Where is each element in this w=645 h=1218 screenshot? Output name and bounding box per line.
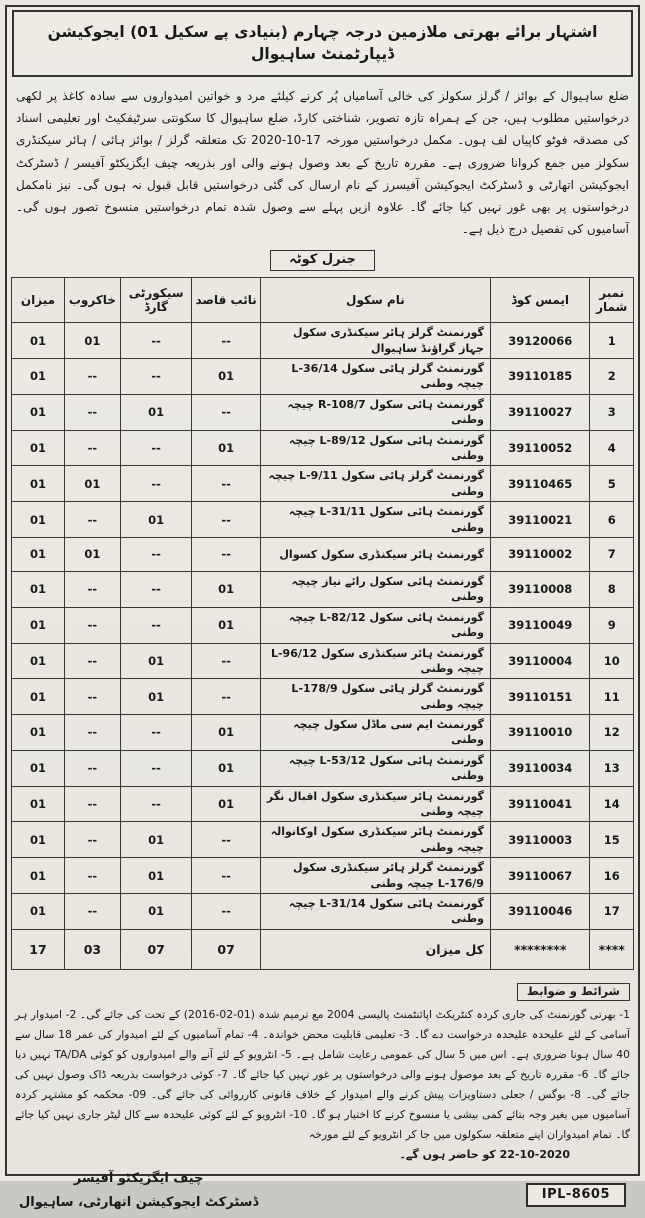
cell-total: 01 bbox=[12, 466, 65, 502]
cell-naib: 01 bbox=[192, 571, 260, 607]
header-total: میزان bbox=[12, 278, 65, 323]
cell-total: 01 bbox=[12, 822, 65, 858]
cell-guard: -- bbox=[120, 430, 192, 466]
table-row bbox=[12, 643, 634, 679]
quota-label-row bbox=[11, 248, 634, 271]
table-row bbox=[12, 430, 634, 466]
cell-code: 39110151 bbox=[490, 679, 590, 715]
cell-total: 01 bbox=[12, 430, 65, 466]
table-row bbox=[12, 359, 634, 395]
cell-sweeper: 01 bbox=[64, 323, 120, 359]
cell-school: گورنمنٹ گرلز ہائی سکول 36/14-L چیچہ وطنی bbox=[260, 359, 490, 395]
cell-naib: -- bbox=[192, 822, 260, 858]
terms-closing-line: 22-10-2020 کو حاضر ہوں گے۔ bbox=[399, 1147, 570, 1161]
cell-naib: -- bbox=[192, 323, 260, 359]
term-item: 1- بھرتی گورنمنٹ کی جاری کردہ کنٹریکٹ اپائنٹمنٹ پالیسی 2004 مع ترمیم شدہ (01-02-2016) کے تحت کی جائے گی۔ bbox=[79, 1007, 630, 1021]
cell-guard: -- bbox=[120, 750, 192, 786]
cell-serial: 17 bbox=[590, 893, 634, 929]
cell-serial: 2 bbox=[590, 359, 634, 395]
cell-school: گورنمنٹ ہائی سکول 82/12-L چیچہ وطنی bbox=[260, 607, 490, 643]
table-row bbox=[12, 466, 634, 502]
cell-code: 39110008 bbox=[490, 571, 590, 607]
cell-naib: 01 bbox=[192, 786, 260, 822]
cell-total: 01 bbox=[12, 893, 65, 929]
cell-guard: -- bbox=[120, 359, 192, 395]
total-sweeper: 03 bbox=[64, 929, 120, 969]
footer-row bbox=[11, 1161, 634, 1218]
table-row bbox=[12, 607, 634, 643]
cell-code: 39110003 bbox=[490, 822, 590, 858]
cell-total: 01 bbox=[12, 607, 65, 643]
cell-naib: 01 bbox=[192, 750, 260, 786]
ad-title: اشتہار برائے بھرتی ملازمین درجہ چہارم (بنیادی پے سکیل 01) ایجوکیشن ڈیپارٹمنٹ ساہیوال bbox=[12, 10, 633, 77]
cell-sweeper: 01 bbox=[64, 466, 120, 502]
term-item: 5- انٹرویو کے لئے آنے والے امیدواروں کو کوئی TA/DA نہیں دیا جائے گا۔ bbox=[15, 1047, 631, 1081]
term-item: 3- تعلیمی قابلیت محض خواندہ۔ bbox=[262, 1027, 410, 1041]
table-row bbox=[12, 537, 634, 571]
cell-naib: -- bbox=[192, 893, 260, 929]
cell-total: 01 bbox=[12, 571, 65, 607]
cell-naib: -- bbox=[192, 643, 260, 679]
total-serial: **** bbox=[590, 929, 634, 969]
total-grand: 17 bbox=[12, 929, 65, 969]
header-code: ایمس کوڈ bbox=[490, 278, 590, 323]
table-row bbox=[12, 502, 634, 538]
cell-code: 39110002 bbox=[490, 537, 590, 571]
header-serial: نمبر شمار bbox=[590, 278, 634, 323]
cell-total: 01 bbox=[12, 750, 65, 786]
cell-total: 01 bbox=[12, 502, 65, 538]
terms-text bbox=[15, 1005, 630, 1145]
cell-total: 01 bbox=[12, 537, 65, 571]
header-security-guard: سیکورٹی گارڈ bbox=[120, 278, 192, 323]
header-khakroob: خاکروب bbox=[64, 278, 120, 323]
cell-sweeper: 01 bbox=[64, 537, 120, 571]
cell-serial: 6 bbox=[590, 502, 634, 538]
cell-school: گورنمنٹ ہائی سکول 89/12-L چیچہ وطنی bbox=[260, 430, 490, 466]
table-row bbox=[12, 394, 634, 430]
cell-sweeper: -- bbox=[64, 359, 120, 395]
cell-serial: 12 bbox=[590, 715, 634, 751]
cell-serial: 13 bbox=[590, 750, 634, 786]
cell-naib: 01 bbox=[192, 430, 260, 466]
table-row bbox=[12, 715, 634, 751]
cell-code: 39110027 bbox=[490, 394, 590, 430]
cell-sweeper: -- bbox=[64, 750, 120, 786]
total-guard: 07 bbox=[120, 929, 192, 969]
cell-naib: 01 bbox=[192, 607, 260, 643]
table-total-row bbox=[12, 929, 634, 969]
cell-school: گورنمنٹ گرلز ہائر سیکنڈری سکول جہاز گراؤنڈ ساہیوال bbox=[260, 323, 490, 359]
cell-total: 01 bbox=[12, 679, 65, 715]
cell-guard: -- bbox=[120, 571, 192, 607]
cell-sweeper: -- bbox=[64, 786, 120, 822]
cell-naib: -- bbox=[192, 537, 260, 571]
cell-code: 39110041 bbox=[490, 786, 590, 822]
cell-naib: -- bbox=[192, 466, 260, 502]
cell-serial: 9 bbox=[590, 607, 634, 643]
cell-guard: 01 bbox=[120, 394, 192, 430]
cell-naib: -- bbox=[192, 394, 260, 430]
cell-naib: -- bbox=[192, 679, 260, 715]
cell-sweeper: -- bbox=[64, 607, 120, 643]
cell-guard: -- bbox=[120, 466, 192, 502]
term-item: 10- انٹرویو کے لئے کوئی علیحدہ سے کال لیٹر جاری نہیں کیا جائے گا۔ تمام امیدواران اپنے متعلقہ سکولوں میں جا کر انٹرویو کے لئے مورخہ bbox=[15, 1107, 630, 1141]
cell-school: گورنمنٹ ہائی سکول 53/12-L چیچہ وطنی bbox=[260, 750, 490, 786]
cell-guard: 01 bbox=[120, 643, 192, 679]
cell-total: 01 bbox=[12, 394, 65, 430]
cell-total: 01 bbox=[12, 323, 65, 359]
table-row bbox=[12, 323, 634, 359]
table-row bbox=[12, 571, 634, 607]
cell-guard: 01 bbox=[120, 502, 192, 538]
cell-guard: -- bbox=[120, 323, 192, 359]
cell-school: گورنمنٹ گرلز ہائی سکول 9/11-L چیچہ وطنی bbox=[260, 466, 490, 502]
term-item: 09- محکمہ کو مشتہر کردہ آسامیوں میں بغیر وجہ بتائے کمی بیشی یا منسوخ کرنے کا اختیار ہو گا۔ bbox=[15, 1087, 631, 1121]
cell-code: 39110004 bbox=[490, 643, 590, 679]
cell-serial: 5 bbox=[590, 466, 634, 502]
cell-school: گورنمنٹ ہائر سیکنڈری سکول اوکانوالہ چیچہ وطنی bbox=[260, 822, 490, 858]
cell-school: گورنمنٹ ہائی سکول 31/14-L چیچہ وطنی bbox=[260, 893, 490, 929]
cell-serial: 7 bbox=[590, 537, 634, 571]
cell-serial: 14 bbox=[590, 786, 634, 822]
total-naib: 07 bbox=[192, 929, 260, 969]
cell-sweeper: -- bbox=[64, 502, 120, 538]
cell-code: 39110185 bbox=[490, 359, 590, 395]
cell-code: 39110010 bbox=[490, 715, 590, 751]
cell-naib: -- bbox=[192, 858, 260, 894]
cell-code: 39110052 bbox=[490, 430, 590, 466]
cell-guard: 01 bbox=[120, 858, 192, 894]
cell-sweeper: -- bbox=[64, 893, 120, 929]
cell-serial: 16 bbox=[590, 858, 634, 894]
cell-serial: 15 bbox=[590, 822, 634, 858]
cell-sweeper: -- bbox=[64, 394, 120, 430]
terms-heading: شرائط و ضوابط bbox=[517, 983, 630, 1001]
cell-naib: 01 bbox=[192, 715, 260, 751]
cell-guard: 01 bbox=[120, 679, 192, 715]
cell-serial: 11 bbox=[590, 679, 634, 715]
signature-organization: ڈسٹرکٹ ایجوکیشن اتھارٹی، ساہیوال bbox=[19, 1195, 259, 1211]
cell-school: گورنمنٹ گرلز ہائی سکول 178/9-L چیچہ وطنی bbox=[260, 679, 490, 715]
term-item: 6- مقررہ تاریخ کے بعد موصول ہونے والی درخواستوں پر غور نہیں کیا جائے گا۔ bbox=[231, 1067, 589, 1081]
cell-sweeper: -- bbox=[64, 430, 120, 466]
cell-total: 01 bbox=[12, 786, 65, 822]
terms-section bbox=[11, 974, 634, 1161]
total-label: کل میزان bbox=[260, 929, 490, 969]
cell-total: 01 bbox=[12, 643, 65, 679]
cell-school: گورنمنٹ ہائر سیکنڈری سکول اقبال نگر چیچہ وطنی bbox=[260, 786, 490, 822]
cell-school: گورنمنٹ ہائر سیکنڈری سکول کسوال bbox=[260, 537, 490, 571]
cell-guard: -- bbox=[120, 607, 192, 643]
ad-frame bbox=[5, 5, 640, 1211]
positions-table bbox=[11, 277, 634, 970]
cell-code: 39110067 bbox=[490, 858, 590, 894]
cell-code: 39110465 bbox=[490, 466, 590, 502]
cell-total: 01 bbox=[12, 858, 65, 894]
header-school: نام سکول bbox=[260, 278, 490, 323]
table-row bbox=[12, 750, 634, 786]
cell-school: گورنمنٹ ہائی سکول 31/11-L چیچہ وطنی bbox=[260, 502, 490, 538]
quota-label: جنرل کوٹہ bbox=[270, 250, 375, 271]
cell-guard: 01 bbox=[120, 822, 192, 858]
cell-school: گورنمنٹ ہائی سکول 108/7-R چیچہ وطنی bbox=[260, 394, 490, 430]
term-item: 4- تمام آسامیوں کے لئے امیدوار کی عمر 18 سال سے 40 سال ہونا ضروری ہے۔ اس میں 5 سال کی عمومی رعایت شامل ہے۔ bbox=[15, 1027, 631, 1061]
cell-code: 39110034 bbox=[490, 750, 590, 786]
cell-guard: -- bbox=[120, 786, 192, 822]
cell-serial: 10 bbox=[590, 643, 634, 679]
cell-code: 39110021 bbox=[490, 502, 590, 538]
cell-serial: 1 bbox=[590, 323, 634, 359]
table-row bbox=[12, 893, 634, 929]
ipl-code-box: IPL-8605 bbox=[526, 1183, 626, 1207]
cell-guard: -- bbox=[120, 537, 192, 571]
cell-total: 01 bbox=[12, 359, 65, 395]
table-header-row bbox=[12, 278, 634, 323]
cell-naib: 01 bbox=[192, 359, 260, 395]
cell-sweeper: -- bbox=[64, 715, 120, 751]
term-item: 7- کوئی درخواست بذریعہ ڈاک وصول نہیں کی جائے گی۔ bbox=[15, 1067, 630, 1101]
term-item: 2- امیدوار ہر آسامی کے لئے علیحدہ علیحدہ درخواست دے گا۔ bbox=[15, 1007, 630, 1041]
cell-school: گورنمنٹ ایم سی ماڈل سکول چیچہ وطنی bbox=[260, 715, 490, 751]
cell-naib: -- bbox=[192, 502, 260, 538]
cell-guard: 01 bbox=[120, 893, 192, 929]
table-row bbox=[12, 679, 634, 715]
cell-total: 01 bbox=[12, 715, 65, 751]
signature-title: چیف ایگزیکٹو آفیسر bbox=[73, 1170, 204, 1186]
cell-code: 39110046 bbox=[490, 893, 590, 929]
cell-guard: -- bbox=[120, 715, 192, 751]
cell-sweeper: -- bbox=[64, 571, 120, 607]
intro-paragraph: ضلع ساہیوال کے بوائز / گرلز سکولز کی خالی آسامیاں پُر کرنے کیلئے مرد و خواتین امیدواروں سے سادہ کاغذ پر لکھی درخواستیں مطلوب ہیں، جن کے ہمراہ تازہ تصویر، شناختی کارڈ، ضلع ساہیوال کا سکونتی سرٹیفکیٹ اور تعلیمی اسناد کی مصدقہ فوٹو کاپیاں لف ہوں۔ مکمل درخواستیں مورخہ 17-10-2020 تک متعلقہ گرلز / بوائز ہائی / ہائر سیکنڈری سکولز میں جمع کروانا ضروری ہے۔ مقررہ تاریخ کے بعد وصول ہونے والی اور بذریعہ چیف ایگزیکٹو آفیسر / ڈسٹرکٹ ایجوکیشن اتھارٹی و ڈسٹرکٹ ایجوکیشن آفیسرز کے نام ارسال کی گئی درخواستیں قابل قبول نہ ہوں گی۔ نیز نامکمل درخواستوں پر بھی غور نہیں کیا جائے گا۔ علاوہ ازیں پہلے سے وصول شدہ تمام درخواستیں منسوخ تصور ہوں گی۔ آسامیوں کی تفصیل درج ذیل ہے۔ bbox=[16, 88, 629, 237]
cell-school: گورنمنٹ ہائر سیکنڈری سکول 96/12-L چیچہ وطنی bbox=[260, 643, 490, 679]
cell-sweeper: -- bbox=[64, 858, 120, 894]
signature-block bbox=[19, 1167, 258, 1216]
total-code: ******** bbox=[490, 929, 590, 969]
cell-school: گورنمنٹ ہائی سکول رائے نیاز چیچہ وطنی bbox=[260, 571, 490, 607]
table-row bbox=[12, 786, 634, 822]
cell-school: گورنمنٹ گرلز ہائر سیکنڈری سکول 176/9-L چیچہ وطنی bbox=[260, 858, 490, 894]
cell-sweeper: -- bbox=[64, 643, 120, 679]
cell-serial: 3 bbox=[590, 394, 634, 430]
header-naib-qasid: نائب قاصد bbox=[192, 278, 260, 323]
cell-serial: 8 bbox=[590, 571, 634, 607]
cell-sweeper: -- bbox=[64, 679, 120, 715]
cell-serial: 4 bbox=[590, 430, 634, 466]
table-row bbox=[12, 858, 634, 894]
term-item: 8- بوگس / جعلی دستاویزات پیش کرنے والے امیدوار کے خلاف قانونی کارروائی کی جائے گی۔ bbox=[150, 1087, 582, 1101]
cell-sweeper: -- bbox=[64, 822, 120, 858]
table-row bbox=[12, 822, 634, 858]
cell-code: 39110049 bbox=[490, 607, 590, 643]
cell-code: 39120066 bbox=[490, 323, 590, 359]
